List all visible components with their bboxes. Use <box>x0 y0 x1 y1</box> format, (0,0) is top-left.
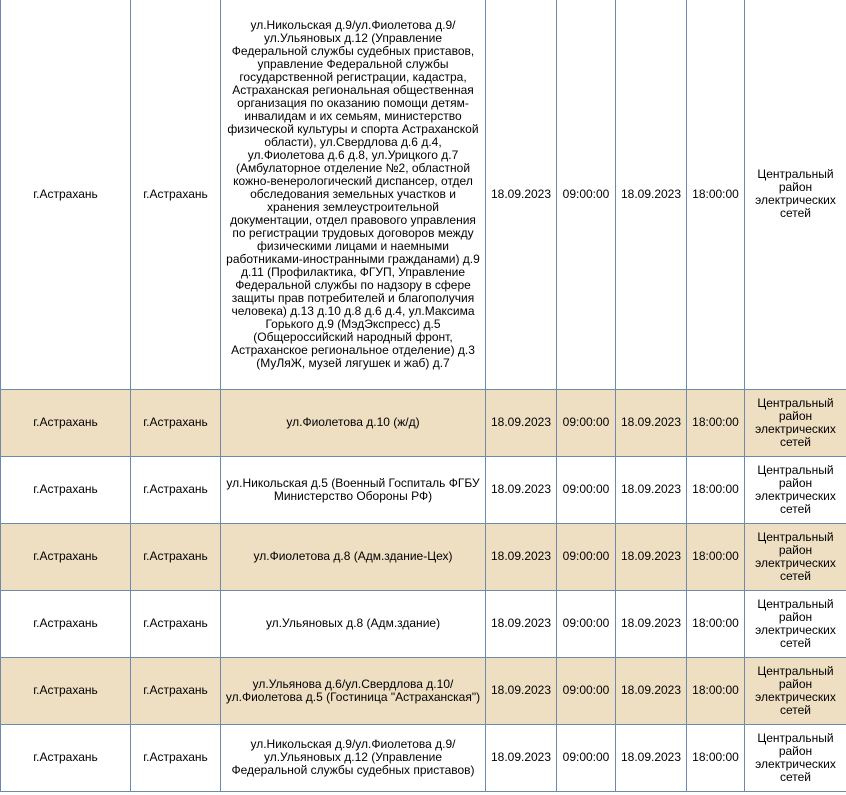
locality-cell: г.Астрахань <box>131 0 221 389</box>
city-cell: г.Астрахань <box>1 389 131 456</box>
start-time-cell: 09:00:00 <box>557 0 616 389</box>
end-time-cell: 18:00:00 <box>687 0 745 389</box>
start-time-cell: 09:00:00 <box>557 590 616 657</box>
start-date-cell: 18.09.2023 <box>486 657 557 724</box>
start-time-cell: 09:00:00 <box>557 523 616 590</box>
table-row <box>1 657 846 724</box>
city-cell: г.Астрахань <box>1 657 131 724</box>
address-cell: ул.Никольская д.5 (Военный Госпиталь ФГБУ Министерство Обороны РФ) <box>221 456 486 523</box>
end-date-cell: 18.09.2023 <box>616 724 687 791</box>
end-time-cell: 18:00:00 <box>687 523 745 590</box>
locality-cell: г.Астрахань <box>131 456 221 523</box>
end-date-cell: 18.09.2023 <box>616 0 687 389</box>
end-time-cell: 18:00:00 <box>687 389 745 456</box>
end-time-cell: 18:00:00 <box>687 456 745 523</box>
end-date-cell: 18.09.2023 <box>616 389 687 456</box>
end-time-cell: 18:00:00 <box>687 724 745 791</box>
locality-cell: г.Астрахань <box>131 389 221 456</box>
table-row <box>1 590 846 657</box>
table-row <box>1 0 846 389</box>
start-date-cell: 18.09.2023 <box>486 0 557 389</box>
city-cell: г.Астрахань <box>1 523 131 590</box>
end-time-cell: 18:00:00 <box>687 657 745 724</box>
locality-cell: г.Астрахань <box>131 590 221 657</box>
locality-cell: г.Астрахань <box>131 523 221 590</box>
department-cell: Центральный район электрических сетей <box>745 657 846 724</box>
address-cell: ул.Фиолетова д.8 (Адм.здание-Цех) <box>221 523 486 590</box>
start-time-cell: 09:00:00 <box>557 456 616 523</box>
department-cell: Центральный район электрических сетей <box>745 456 846 523</box>
start-time-cell: 09:00:00 <box>557 389 616 456</box>
start-date-cell: 18.09.2023 <box>486 456 557 523</box>
start-date-cell: 18.09.2023 <box>486 389 557 456</box>
table-row <box>1 456 846 523</box>
locality-cell: г.Астрахань <box>131 657 221 724</box>
city-cell: г.Астрахань <box>1 590 131 657</box>
address-cell: ул.Никольская д.9/ул.Фиолетова д.9/ ул.Ульяновых д.12 (Управление Федеральной службы судебных приставов, управление Федеральной службы государственной регистрации, кадастра, Астраханская региональная общественная организация по оказанию помощи детям-инвалидам и их семьям, министерство физической культуры и спорта Астраханской области), ул.Свердлова д.6 д.4, ул.Фиолетова д.6 д.8, ул.Урицкого д.7 (Амбулаторное отделение №2, областной кожно-венерологический диспансер, отдел обследования земельных участков и хранения землеустроительной документации, отдел правового управления по регистрации трудовых договоров между физическими лицами и наемными работниками-иностранными гражданами) д.9 д.11 (Профилактика, ФГУП, Управление Федеральной службы по надзору в сфере защиты прав потребителей и благополучия человека) д.13 д.10 д.8 д.6 д.4, ул.Максима Горького д.9 (МэдЭкспресс) д.5 (Общероссийский народный фронт, Астраханское региональное отделение) д.3 (МуЛяЖ, музей лягушек и жаб) д.7 <box>221 0 486 389</box>
end-time-cell: 18:00:00 <box>687 590 745 657</box>
address-cell: ул.Ульянова д.6/ул.Свердлова д.10/ ул.Фиолетова д.5 (Гостиница "Астраханская") <box>221 657 486 724</box>
department-cell: Центральный район электрических сетей <box>745 724 846 791</box>
end-date-cell: 18.09.2023 <box>616 590 687 657</box>
start-time-cell: 09:00:00 <box>557 657 616 724</box>
table-row <box>1 523 846 590</box>
address-cell: ул.Ульяновых д.8 (Адм.здание) <box>221 590 486 657</box>
department-cell: Центральный район электрических сетей <box>745 523 846 590</box>
address-cell: ул.Никольская д.9/ул.Фиолетова д.9/ ул.Ульяновых д.12 (Управление Федеральной службы судебных приставов) <box>221 724 486 791</box>
locality-cell: г.Астрахань <box>131 724 221 791</box>
city-cell: г.Астрахань <box>1 456 131 523</box>
start-date-cell: 18.09.2023 <box>486 590 557 657</box>
department-cell: Центральный район электрических сетей <box>745 0 846 389</box>
table-row <box>1 724 846 791</box>
end-date-cell: 18.09.2023 <box>616 456 687 523</box>
start-date-cell: 18.09.2023 <box>486 724 557 791</box>
end-date-cell: 18.09.2023 <box>616 657 687 724</box>
start-date-cell: 18.09.2023 <box>486 523 557 590</box>
start-time-cell: 09:00:00 <box>557 724 616 791</box>
end-date-cell: 18.09.2023 <box>616 523 687 590</box>
department-cell: Центральный район электрических сетей <box>745 389 846 456</box>
department-cell: Центральный район электрических сетей <box>745 590 846 657</box>
city-cell: г.Астрахань <box>1 724 131 791</box>
address-cell: ул.Фиолетова д.10 (ж/д) <box>221 389 486 456</box>
table-row <box>1 389 846 456</box>
city-cell: г.Астрахань <box>1 0 131 389</box>
